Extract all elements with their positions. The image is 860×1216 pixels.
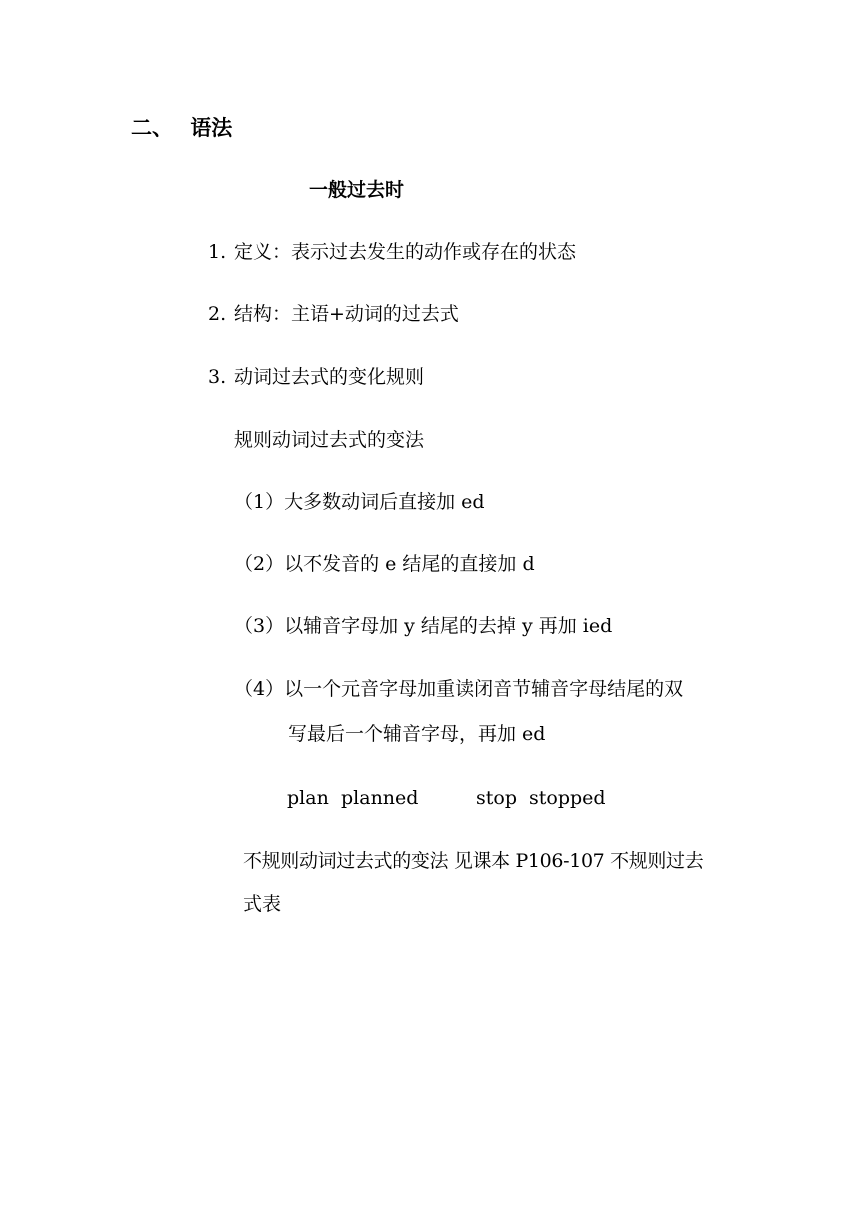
section-number: 二、 bbox=[131, 115, 173, 140]
item-number: 1. bbox=[208, 241, 227, 263]
examples-row bbox=[287, 786, 617, 810]
list-item bbox=[208, 365, 424, 389]
section-title: 语法 bbox=[190, 115, 233, 140]
regular-heading: 规则动词过去式的变法 bbox=[234, 429, 425, 451]
rule-item: （4）以一个元音字母加重读闭音节辅音字母结尾的双 bbox=[234, 678, 684, 700]
rule-continuation: 写最后一个辅音字母，再加 ed bbox=[288, 723, 546, 745]
rule-item: （1）大多数动词后直接加 ed bbox=[234, 491, 485, 513]
example-word: stop bbox=[476, 787, 517, 809]
item-number: 3. bbox=[208, 366, 227, 388]
example-word: plan bbox=[287, 787, 329, 809]
list-item bbox=[208, 240, 576, 264]
rule-item: （2）以不发音的 e 结尾的直接加 d bbox=[234, 553, 535, 575]
example-word: stopped bbox=[529, 787, 606, 809]
example-word: planned bbox=[341, 787, 419, 809]
topic-title: 一般过去时 bbox=[309, 179, 405, 201]
list-item bbox=[208, 302, 459, 326]
item-text: 定义：表示过去发生的动作或存在的状态 bbox=[234, 241, 577, 263]
rule-item: （3）以辅音字母加 y 结尾的去掉 y 再加 ied bbox=[234, 615, 613, 637]
item-text: 动词过去式的变化规则 bbox=[234, 366, 425, 388]
irregular-line: 不规则动词过去式的变法 见课本 P106-107 不规则过去 bbox=[243, 850, 704, 872]
section-heading bbox=[131, 116, 232, 140]
item-text: 结构：主语+动词的过去式 bbox=[234, 303, 459, 325]
item-number: 2. bbox=[208, 303, 227, 325]
irregular-line: 式表 bbox=[243, 893, 282, 915]
